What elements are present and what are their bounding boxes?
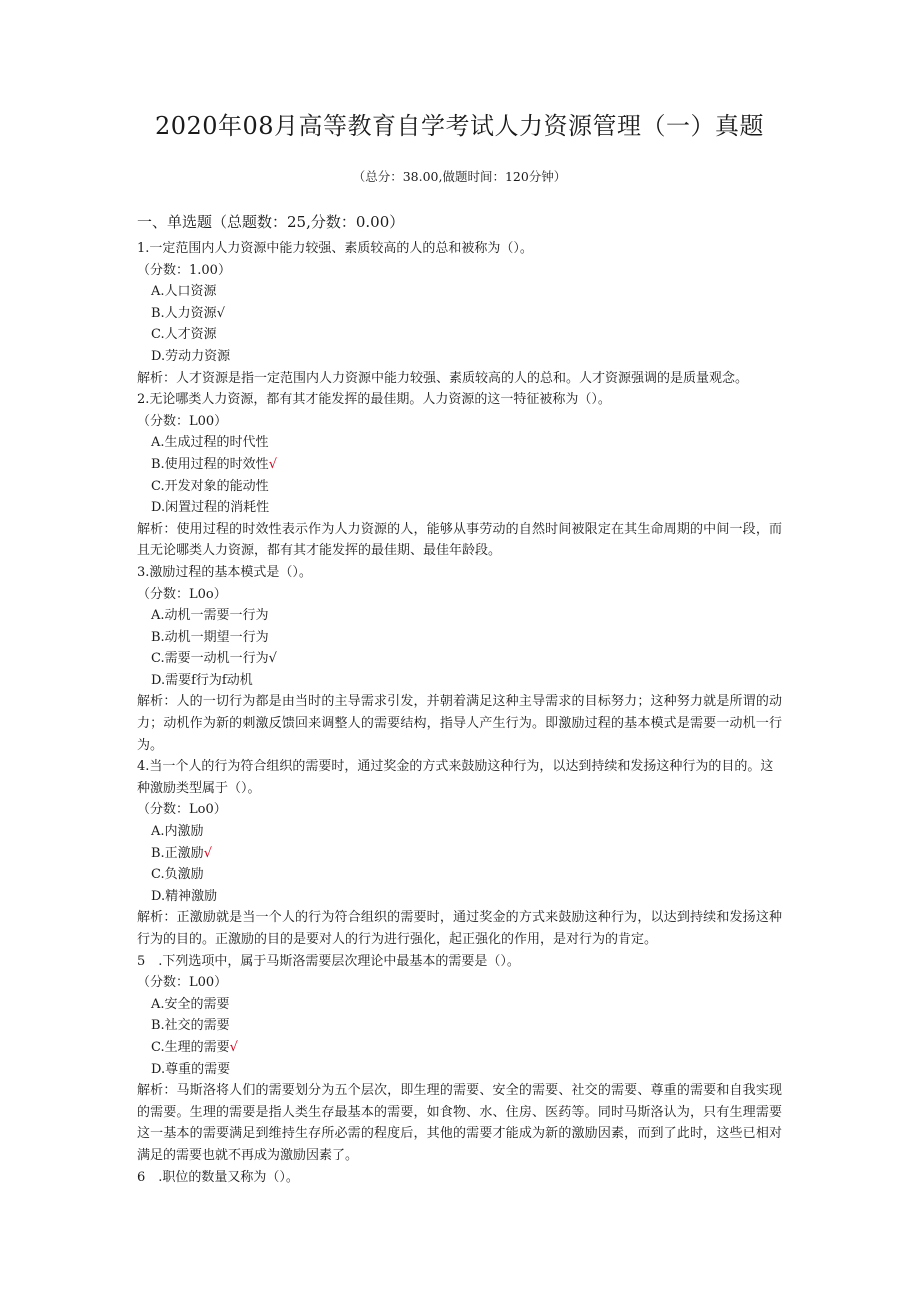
check-mark-icon: √ (203, 845, 212, 861)
option-text: D.闲置过程的消耗性 (151, 500, 270, 516)
question-stem: 4.当一个人的行为符合组织的需要时，通过奖金的方式来鼓励这种行为，以达到持续和发扬这种行为的目的。这种激励类型属于（）。 (137, 759, 774, 796)
question-stem-6: 6 .职位的数量又称为（）。 (137, 1169, 299, 1185)
option-text: B.正激励 (151, 845, 204, 861)
question-score: （分数：1.00） (137, 262, 231, 278)
check-mark-icon: √ (229, 1039, 238, 1055)
answer-option (137, 864, 782, 886)
question-score: （分数：L00） (137, 975, 228, 991)
answer-analysis: 解析：人的一切行为都是由当时的主导需求引发，并朝着满足这种主导需求的目标努力；这种努力就是所谓的动力；动机作为新的刺激反馈回来调整人的需要结构，指导人产生行为。即激励过程的基本模式是需要一动机一行为。 (137, 694, 782, 753)
question-block (137, 951, 782, 1167)
question-score: （分数：L00） (137, 413, 228, 429)
answer-option (137, 476, 782, 498)
option-text: C.开发对象的能动性 (151, 478, 269, 494)
option-text: A.内激励 (151, 824, 204, 840)
question-block (137, 756, 782, 950)
option-text: D.需要f行为f动机 (151, 672, 253, 688)
answer-option (137, 1037, 782, 1059)
answer-option (137, 346, 782, 368)
answer-option (137, 1059, 782, 1081)
option-text: A.安全的需要 (151, 996, 230, 1012)
answer-option (137, 281, 782, 303)
answer-option (137, 303, 782, 325)
answer-option (137, 432, 782, 454)
check-mark-icon: √ (268, 651, 277, 667)
question-block (137, 562, 782, 756)
option-text: C.生理的需要 (151, 1039, 230, 1055)
answer-option (137, 454, 782, 476)
option-text: B.动机一期望一行为 (151, 629, 269, 645)
option-text: A.动机一需要一行为 (151, 608, 269, 624)
option-text: B.社交的需要 (151, 1018, 230, 1034)
answer-option (137, 821, 782, 843)
answer-option (137, 324, 782, 346)
answer-option (137, 670, 782, 692)
exam-meta: （总分：38.00,做题时间：120分钟） (352, 169, 567, 184)
option-text: C.负激励 (151, 867, 204, 883)
answer-option (137, 497, 782, 519)
option-text: C.需要一动机一行为 (151, 651, 269, 667)
option-text: C.人才资源 (151, 327, 217, 343)
option-text: B.使用过程的时效性 (151, 456, 269, 472)
question-score: （分数：Lo0） (137, 802, 227, 818)
answer-option (137, 843, 782, 865)
option-text: D.精神激励 (151, 888, 218, 904)
question-stem: 2.无论哪类人力资源，都有其才能发挥的最佳期。人力资源的这一特征被称为（）。 (137, 392, 611, 408)
question-stem: 5 .下列选项中，属于马斯洛需要层次理论中最基本的需要是（）。 (137, 953, 520, 969)
answer-option (137, 886, 782, 908)
answer-option (137, 605, 782, 627)
option-text: D.尊重的需要 (151, 1061, 231, 1077)
question-stem: 3.激励过程的基本模式是（）。 (137, 564, 312, 580)
answer-analysis: 解析：正激励就是当一个人的行为符合组织的需要时，通过奖金的方式来鼓励这种行为，以达到持续和发扬这种行为的目的。正激励的目的是要对人的行为进行强化，起正强化的作用，是对行为的肯定。 (137, 910, 782, 947)
answer-analysis: 解析：马斯洛将人们的需要划分为五个层次，即生理的需要、安全的需要、社交的需要、尊重的需要和自我实现的需要。生理的需要是指人类生存最基本的需要，如食物、水、住房、医药等。同时马斯洛认为，只有生理需要这一基本的需要满足到维持生存所必需的程度后，其他的需要才能成为新的激励因素，而到了此时，这些已相对满足的需要也就不再成为激励因素了。 (137, 1083, 782, 1163)
section-heading: 一、单选题（总题数：25,分数：0.00） (137, 213, 405, 231)
page-title: 2020年08月高等教育自学考试人力资源管理（一）真题 (154, 112, 765, 140)
question-stem: 1.一定范围内人力资源中能力较强、素质较高的人的总和被称为（）。 (137, 241, 533, 256)
question-block (137, 238, 782, 389)
question-list (137, 238, 782, 1167)
check-mark-icon: √ (216, 305, 225, 321)
answer-option (137, 648, 782, 670)
option-text: A.生成过程的时代性 (151, 435, 269, 451)
answer-option (137, 627, 782, 649)
option-text: A.人口资源 (151, 284, 217, 300)
answer-option (137, 994, 782, 1016)
check-mark-icon: √ (268, 456, 277, 472)
answer-analysis: 解析：人才资源是指一定范围内人力资源中能力较强、素质较高的人的总和。人才资源强调的是质量观念。 (137, 370, 749, 386)
question-block (137, 389, 782, 562)
option-text: B.人力资源 (151, 305, 217, 321)
question-score: （分数：L0o） (137, 586, 227, 602)
option-text: D.劳动力资源 (151, 348, 231, 364)
answer-option (137, 1015, 782, 1037)
answer-analysis: 解析：使用过程的时效性表示作为人力资源的人，能够从事劳动的自然时间被限定在其生命周期的中间一段，而且无论哪类人力资源，都有其才能发挥的最佳期、最佳年龄段。 (137, 521, 782, 559)
